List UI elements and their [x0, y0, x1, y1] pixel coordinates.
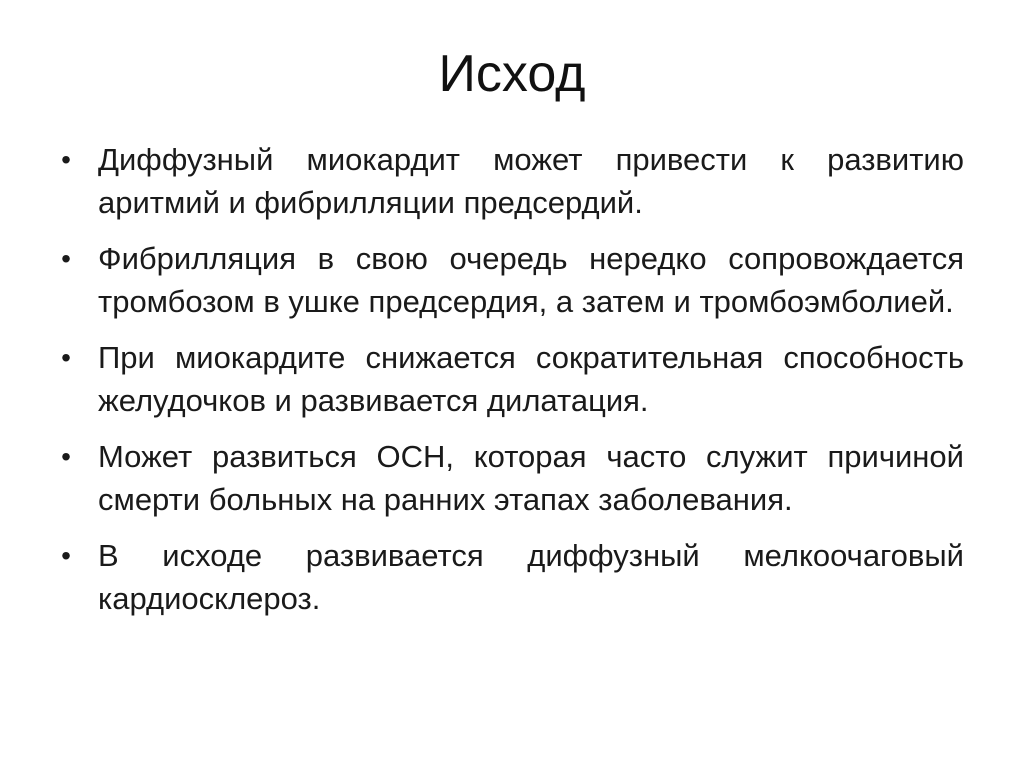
slide-title: Исход	[438, 45, 586, 103]
bullet-list	[61, 138, 964, 633]
bullet-dot-icon: •	[61, 342, 71, 373]
bullet-item	[61, 435, 964, 521]
bullet-text: Диффузный миокардит может привести к развитию аритмий и фибрилляции предсердий.	[98, 142, 964, 220]
bullet-item	[61, 336, 964, 422]
bullet-text: При миокардите снижается сократительная способность желудочков и развивается дилатация.	[98, 340, 964, 418]
bullet-item	[61, 237, 964, 323]
bullet-text: В исходе развивается диффузный мелкоочаговый кардиосклероз.	[98, 538, 964, 616]
bullet-dot-icon: •	[61, 144, 71, 175]
bullet-dot-icon: •	[61, 441, 71, 472]
bullet-text: Может развиться ОСН, которая часто служит причиной смерти больных на ранних этапах заболевания.	[98, 439, 964, 517]
bullet-dot-icon: •	[61, 243, 71, 274]
bullet-text: Фибрилляция в свою очередь нередко сопровождается тромбозом в ушке предсердия, а затем и тромбоэмболией.	[98, 241, 964, 319]
bullet-item	[61, 138, 964, 224]
bullet-item	[61, 534, 964, 620]
bullet-dot-icon: •	[61, 540, 71, 571]
